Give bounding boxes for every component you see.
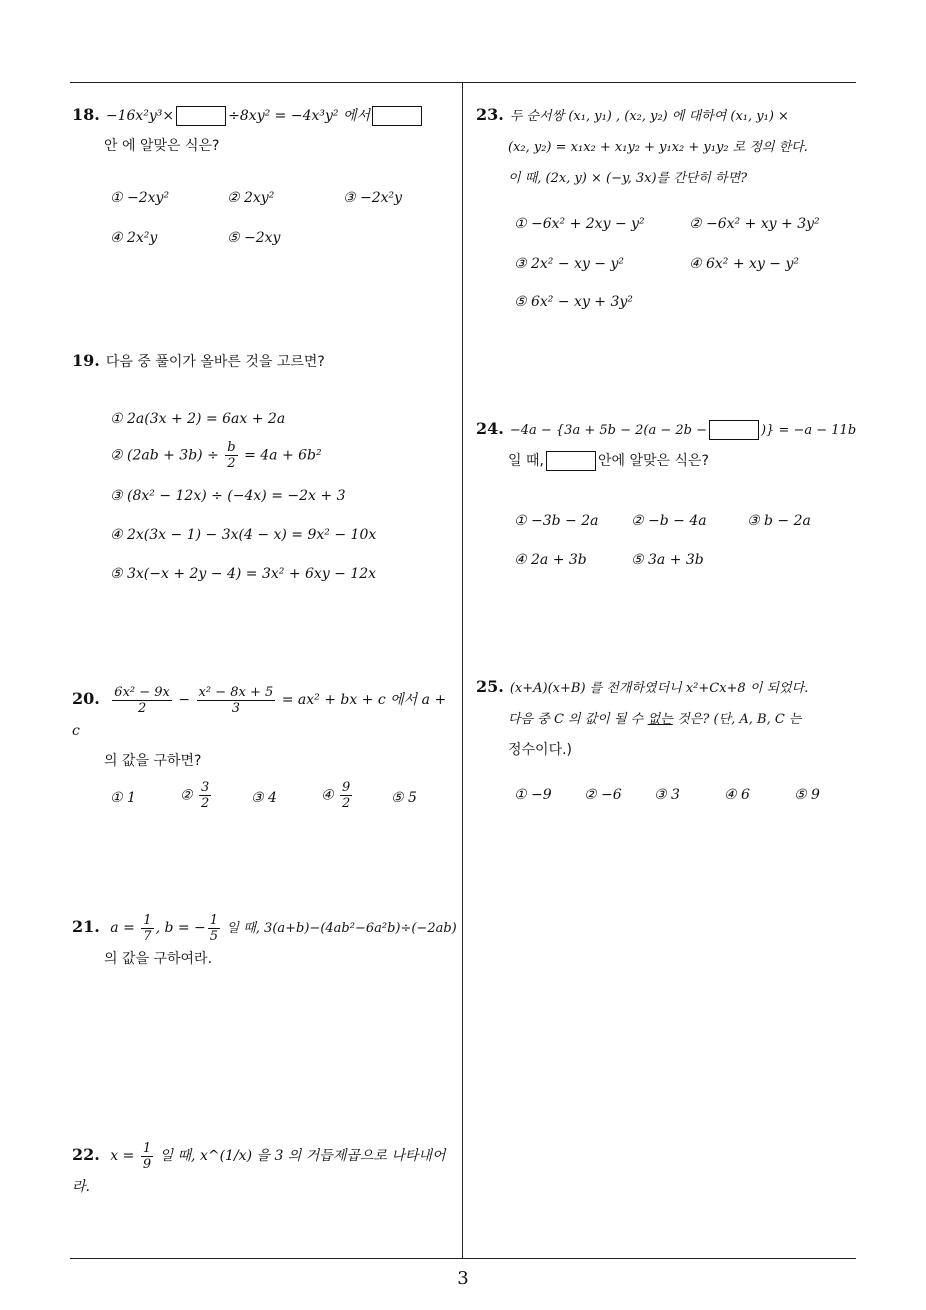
question-number: 22. <box>72 1145 100 1164</box>
expression: a = <box>110 920 135 936</box>
fraction <box>225 440 237 471</box>
top-rule <box>70 82 856 83</box>
expression: 일 때, x^(1/x) 을 3 의 거듭제곱으로 나타내어라. <box>72 1148 446 1195</box>
question-text: 안에 알맞은 식은? <box>597 453 709 469</box>
choice-2: ② 2xy² <box>227 190 275 206</box>
question-text: (x₂, y₂) = x₁x₂ + x₁y₂ + y₁x₂ + y₁y₂ 로 정의 한다. <box>508 140 808 155</box>
expression: −16x²y³× <box>105 108 175 124</box>
choice-1: ① −9 <box>514 787 552 803</box>
choice-1: ① 1 <box>110 790 136 806</box>
underlined-text: 없는 <box>647 712 673 727</box>
question-text: 다음 중 C 의 값이 될 수 <box>508 712 644 727</box>
choice-marker: ④ <box>321 787 334 804</box>
expression: −4a − {3a + 5b − 2(a − 2b − <box>509 423 707 438</box>
choice-5: ⑤ 5 <box>391 790 417 806</box>
choice-3: ③ 3 <box>654 787 680 803</box>
choice-3: ③ 2x² − xy − y² <box>514 256 625 272</box>
numerator: 6x² − 9x <box>114 684 170 700</box>
question-24 <box>476 414 866 476</box>
fraction <box>208 913 220 944</box>
choice-1: ① −3b − 2a <box>514 513 599 529</box>
choice-1: ① −6x² + 2xy − y² <box>514 216 645 232</box>
choice-5: ⑤ 3a + 3b <box>631 552 704 568</box>
blank-box <box>176 106 226 126</box>
denominator: 3 <box>231 700 241 716</box>
choice-text: = 4a + 6b² <box>244 447 322 464</box>
choice-4 <box>321 780 354 811</box>
column-divider <box>462 82 463 1258</box>
choice-2 <box>110 440 322 471</box>
question-number: 23. <box>476 105 504 124</box>
question-19 <box>72 346 457 377</box>
question-text: 일 때, <box>508 453 544 469</box>
fraction <box>197 685 276 716</box>
expression: )} = −a − 11b <box>760 423 857 438</box>
choice-3: ③ (8x² − 12x) ÷ (−4x) = −2x + 3 <box>110 488 346 504</box>
fraction <box>112 685 172 716</box>
denominator: 2 <box>137 700 147 716</box>
choice-4: ④ 2x(3x − 1) − 3x(4 − x) = 9x² − 10x <box>110 527 377 543</box>
choice-marker: ② <box>180 787 193 804</box>
denominator: 5 <box>209 928 219 944</box>
blank-box <box>709 420 759 440</box>
choice-5: ⑤ −2xy <box>227 230 281 246</box>
expression: 일 때, 3(a+b)−(4ab²−6a²b)÷(−2ab) <box>226 921 457 936</box>
fraction <box>340 780 352 811</box>
question-text: 안 에 알맞은 식은? <box>104 138 220 154</box>
expression: = ax² + bx + c 에서 a + c <box>72 692 447 739</box>
fraction <box>141 1141 153 1172</box>
choice-4: ④ 6x² + xy − y² <box>689 256 800 272</box>
choice-2 <box>180 780 213 811</box>
choice-4: ④ 2a + 3b <box>514 552 587 568</box>
blank-box <box>546 451 596 471</box>
choice-4: ④ 6 <box>724 787 750 803</box>
choice-5: ⑤ 3x(−x + 2y − 4) = 3x² + 6xy − 12x <box>110 566 377 582</box>
numerator: 1 <box>142 1140 152 1156</box>
choice-1: ① 2a(3x + 2) = 6ax + 2a <box>110 411 286 427</box>
question-22 <box>72 1140 462 1202</box>
question-text: 이 때, (2x, y) × (−y, 3x)를 간단히 하면? <box>508 171 748 186</box>
question-number: 20. <box>72 689 100 708</box>
numerator: b <box>227 440 236 455</box>
question-number: 21. <box>72 917 100 936</box>
question-text: 정수이다.) <box>508 742 573 758</box>
question-23 <box>476 100 866 194</box>
choice-1: ① −2xy² <box>110 190 170 206</box>
question-18 <box>72 100 457 161</box>
expression: ÷8xy² = −4x³y² 에서 <box>228 108 371 124</box>
numerator: 1 <box>209 912 219 928</box>
question-25 <box>476 672 866 765</box>
choice-2: ② −6x² + xy + 3y² <box>689 216 820 232</box>
question-number: 25. <box>476 677 504 696</box>
denominator: 7 <box>143 928 152 944</box>
question-number: 19. <box>72 351 100 370</box>
choice-text: ② (2ab + 3b) ÷ <box>110 447 219 464</box>
question-number: 18. <box>72 105 100 124</box>
choice-4: ④ 2x²y <box>110 230 158 246</box>
expression: , b = − <box>155 920 206 936</box>
question-text: (x+A)(x+B) 를 전개하였더니 x²+Cx+8 이 되었다. <box>509 681 809 696</box>
choice-2: ② −b − 4a <box>631 513 707 529</box>
fraction <box>199 780 211 811</box>
numerator: 9 <box>342 780 351 795</box>
question-text: 다음 중 풀이가 올바른 것을 고르면? <box>105 354 325 370</box>
question-text: 의 값을 구하여라. <box>104 951 213 967</box>
choice-2: ② −6 <box>584 787 622 803</box>
page-number: 3 <box>457 1268 469 1289</box>
question-20 <box>72 684 457 776</box>
operator: − <box>178 692 191 708</box>
numerator: x² − 8x + 5 <box>198 684 274 700</box>
denominator: 2 <box>201 796 210 811</box>
denominator: 2 <box>227 456 236 471</box>
denominator: 9 <box>142 1156 152 1172</box>
question-21 <box>72 912 462 974</box>
question-text: 두 순서쌍 (x₁, y₁) , (x₂, y₂) 에 대하여 (x₁, y₁) × <box>509 109 789 124</box>
question-text: 의 값을 구하면? <box>104 752 202 769</box>
choice-5: ⑤ 6x² − xy + 3y² <box>514 294 633 310</box>
choice-3: ③ −2x²y <box>343 190 403 206</box>
choice-3: ③ 4 <box>251 790 277 806</box>
denominator: 2 <box>342 796 351 811</box>
question-number: 24. <box>476 419 504 438</box>
question-text: 것은? (단, A, B, C 는 <box>677 712 802 727</box>
numerator: 3 <box>201 780 210 795</box>
numerator: 1 <box>143 912 152 928</box>
fraction <box>141 913 153 944</box>
bottom-rule <box>70 1258 856 1259</box>
choice-5: ⑤ 9 <box>794 787 820 803</box>
choice-3: ③ b − 2a <box>747 513 811 529</box>
blank-box <box>372 106 422 126</box>
expression: x = <box>110 1148 135 1164</box>
